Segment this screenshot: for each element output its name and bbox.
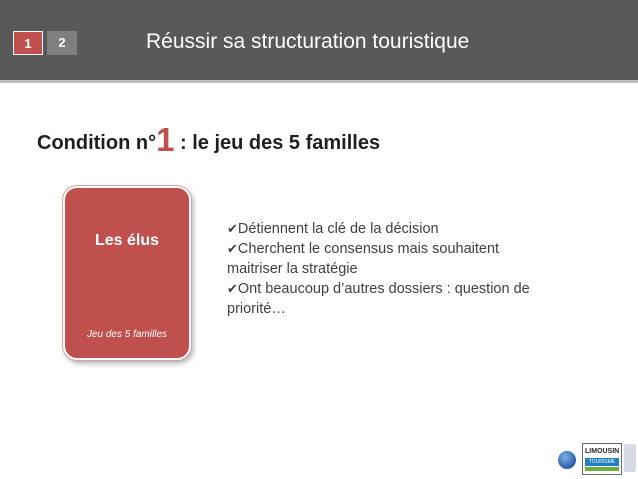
condition-heading [37, 118, 380, 165]
logo-text: LIMOUSIN [585, 448, 620, 455]
logo-subtext: TOURISME [585, 458, 619, 466]
bullet-text: Détiennent la clé de la décision [237, 221, 439, 237]
tab-1[interactable]: 1 [13, 31, 43, 55]
header-divider [0, 80, 638, 83]
checkmark-icon: ✔ [227, 281, 238, 296]
card-caption: Jeu des 5 familles [86, 329, 168, 340]
heading-suffix: : le jeu des 5 familles [174, 132, 381, 154]
logo-stripe [585, 467, 619, 471]
bullet-item [227, 279, 557, 319]
footer-logos [555, 440, 638, 479]
tab-2[interactable]: 2 [47, 31, 77, 55]
bullet-list [227, 219, 557, 319]
family-card [63, 186, 191, 360]
globe-logo-icon [558, 451, 576, 469]
header-bar [0, 0, 638, 80]
bullet-item [227, 239, 557, 279]
bullet-text: Cherchent le consensus mais souhaitent maitriser la stratégie [227, 241, 500, 277]
bullet-item [227, 219, 557, 239]
checkmark-icon: ✔ [227, 221, 238, 236]
limousin-logo-icon [582, 443, 622, 475]
card-title: Les élus [94, 232, 160, 249]
shield-logo-icon [624, 444, 636, 472]
bullet-text: Ont beaucoup d’autres dossiers : question de priorité… [227, 281, 530, 317]
heading-number: 1 [156, 121, 175, 158]
checkmark-icon: ✔ [227, 241, 238, 256]
heading-prefix: Condition n° [37, 132, 157, 154]
slide-title: Réussir sa structuration touristique [146, 30, 470, 53]
